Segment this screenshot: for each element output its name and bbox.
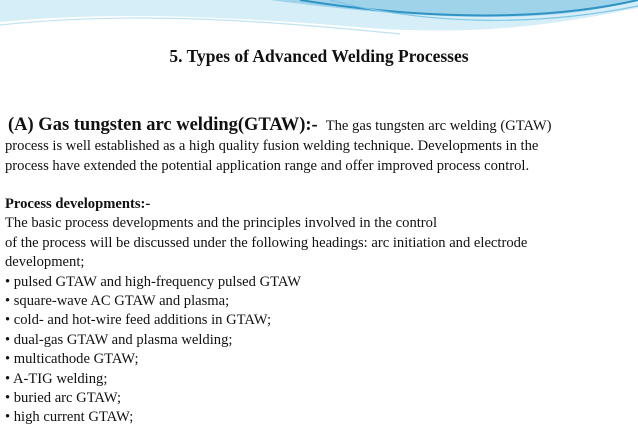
developments-text-line: development; [5,254,85,271]
intro-line: process is well established as a high quality fusion welding technique. Developments in the [5,138,539,154]
process-developments-block [5,195,630,428]
section-heading: (A) Gas tungsten arc welding(GTAW):- [8,115,318,135]
list-item: • A-TIG welding; [5,370,108,387]
intro-lead: The gas tungsten arc welding (GTAW) [325,118,552,134]
list-item: • pulsed GTAW and high-frequency pulsed GTAW [5,273,302,290]
list-item: • square-wave AC GTAW and plasma; [5,293,230,310]
intro-paragraph [5,137,630,176]
list-item: • high current GTAW; [5,409,134,426]
section-heading-line [8,115,633,136]
list-item: • dual-gas GTAW and plasma welding; [5,331,233,348]
list-item: • cold- and hot-wire feed additions in GTAW; [5,312,272,329]
developments-bullet-list [5,273,630,428]
intro-line: process have extended the potential application range and offer improved process control. [5,157,530,174]
developments-text-line: The basic process developments and the principles involved in the control [5,215,438,232]
slide-title: 5. Types of Advanced Welding Processes [169,46,469,66]
list-item: • multicathode GTAW; [5,351,139,368]
list-item: • buried arc GTAW; [5,390,122,407]
process-developments-heading: Process developments:- [5,196,151,212]
developments-text-line: of the process will be discussed under the following headings: arc initiation and electrode [5,234,528,251]
